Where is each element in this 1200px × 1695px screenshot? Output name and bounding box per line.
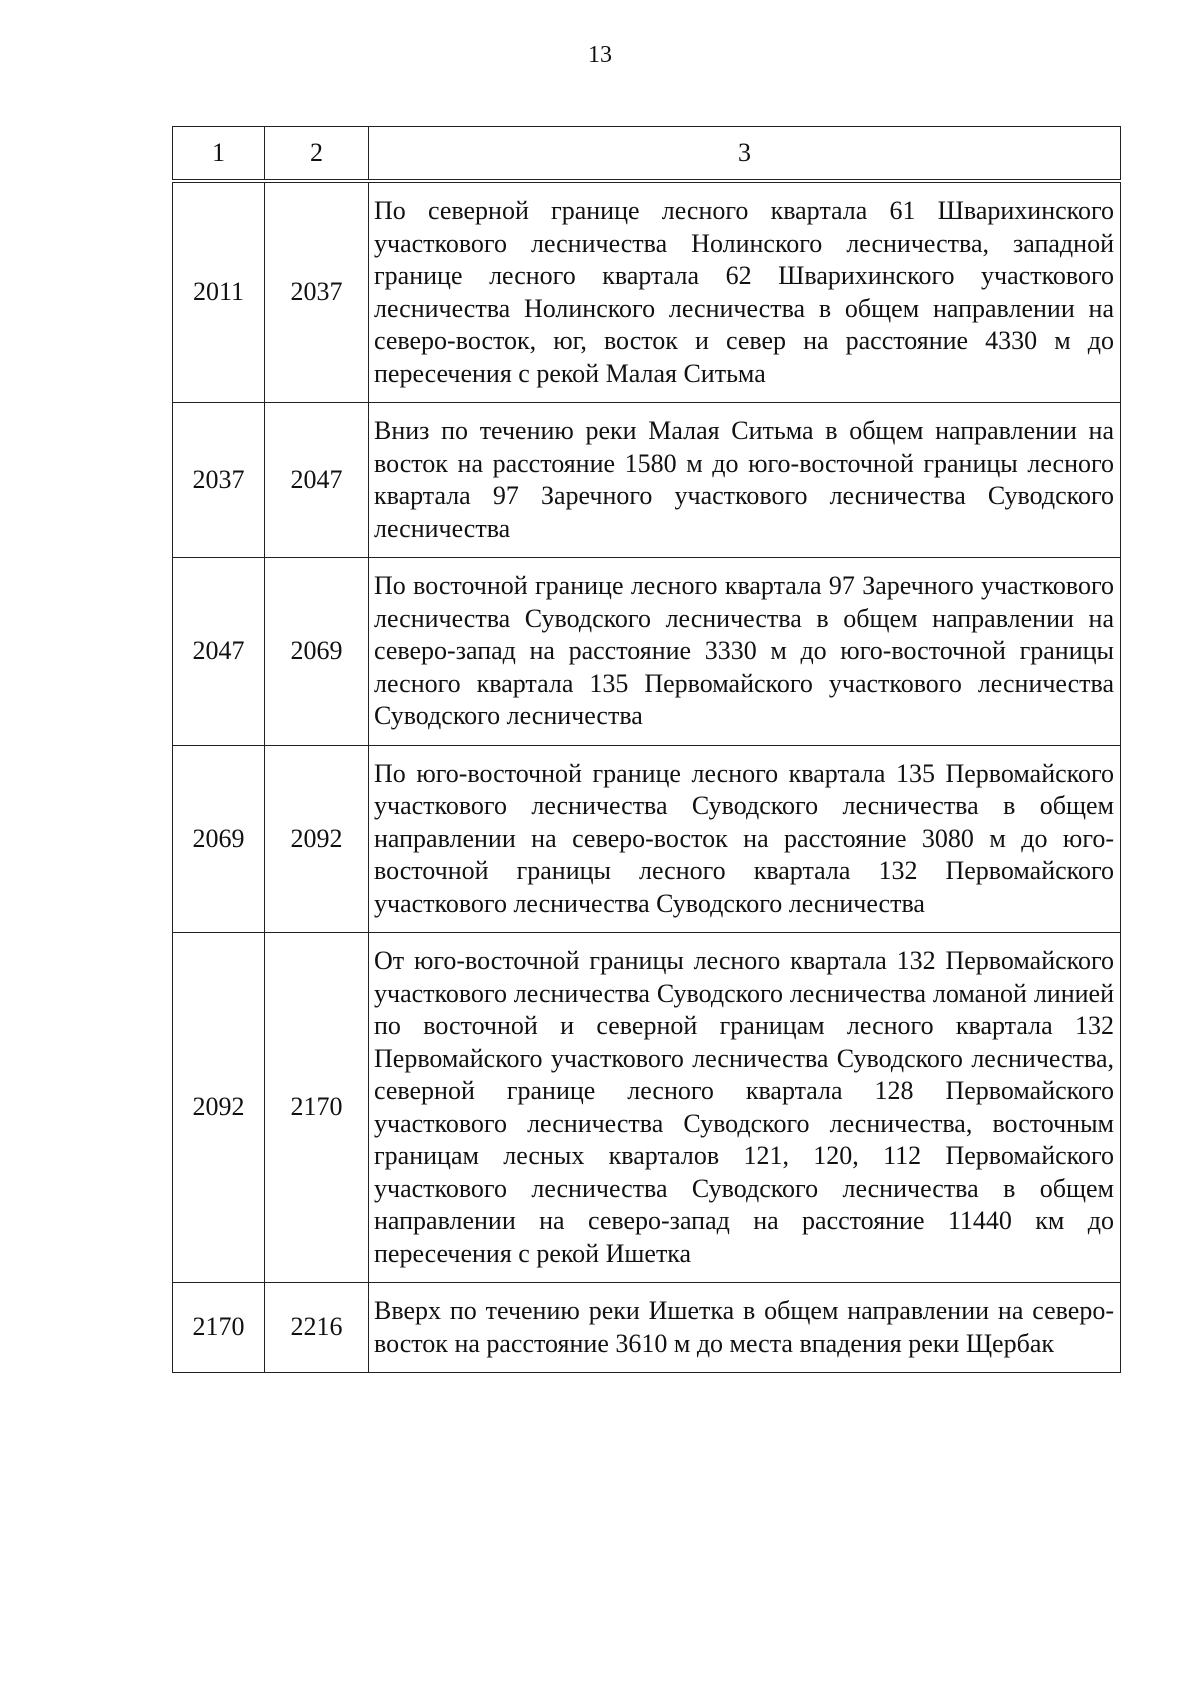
boundary-description-cell: От юго-восточной границы лесного квартала 132 Первомайского участкового лесничества Суводского лесничества ломаной линией по восточной и северной границам лесного квартала 132 Первомайского участкового лесничества Суводского лесничества, северной границе лесного квартала 128 Первомайского участкового лесничества Суводского лесничества, восточным границам лесных кварталов 121, 120, 112 Первомайского участкового лесничества Суводского лесничества в общем направлении на северо-запад на расстояние 11440 км до пересечения с рекой Ишетка [369, 933, 1121, 1283]
table-row [173, 1283, 1121, 1373]
table-row [173, 181, 1121, 403]
page-number: 13 [588, 42, 612, 68]
point-from-cell: 2069 [173, 745, 265, 933]
table-row [173, 933, 1121, 1283]
point-from-cell: 2011 [173, 181, 265, 403]
column-header-2: 2 [265, 127, 369, 182]
point-to-cell: 2170 [265, 933, 369, 1283]
point-to-cell: 2037 [265, 181, 369, 403]
table-header-row [173, 127, 1121, 182]
point-to-cell: 2047 [265, 403, 369, 558]
point-to-cell: 2216 [265, 1283, 369, 1373]
point-from-cell: 2037 [173, 403, 265, 558]
boundary-description-cell: По восточной границе лесного квартала 97 Заречного участкового лесничества Суводского лесничества в общем направлении на северо-запад на расстояние 3330 м до юго-восточной границы лесного квартала 135 Первомайского участкового лесничества Суводского лесничества [369, 558, 1121, 746]
boundary-description-cell: По северной границе лесного квартала 61 Шварихинского участкового лесничества Нолинского лесничества, западной границе лесного квартала 62 Шварихинского участкового лесничества Нолинского лесничества в общем направлении на северо-восток, юг, восток и север на расстояние 4330 м до пересечения с рекой Малая Ситьма [369, 181, 1121, 403]
boundary-description-cell: По юго-восточной границе лесного квартала 135 Первомайского участкового лесничества Суводского лесничества в общем направлении на северо-восток на расстояние 3080 м до юго-восточной границы лесного квартала 132 Первомайского участкового лесничества Суводского лесничества [369, 745, 1121, 933]
point-to-cell: 2069 [265, 558, 369, 746]
point-from-cell: 2170 [173, 1283, 265, 1373]
point-from-cell: 2047 [173, 558, 265, 746]
column-header-3: 3 [369, 127, 1121, 182]
boundary-table [172, 126, 1121, 1373]
boundary-description-cell: Вниз по течению реки Малая Ситьма в общем направлении на восток на расстояние 1580 м до юго-восточной границы лесного квартала 97 Заречного участкового лесничества Суводского лесничества [369, 403, 1121, 558]
boundary-description-cell: Вверх по течению реки Ишетка в общем направлении на северо-восток на расстояние 3610 м до места впадения реки Щербак [369, 1283, 1121, 1373]
table-row [173, 745, 1121, 933]
column-header-1: 1 [173, 127, 265, 182]
point-from-cell: 2092 [173, 933, 265, 1283]
table-row [173, 558, 1121, 746]
point-to-cell: 2092 [265, 745, 369, 933]
table-row [173, 403, 1121, 558]
